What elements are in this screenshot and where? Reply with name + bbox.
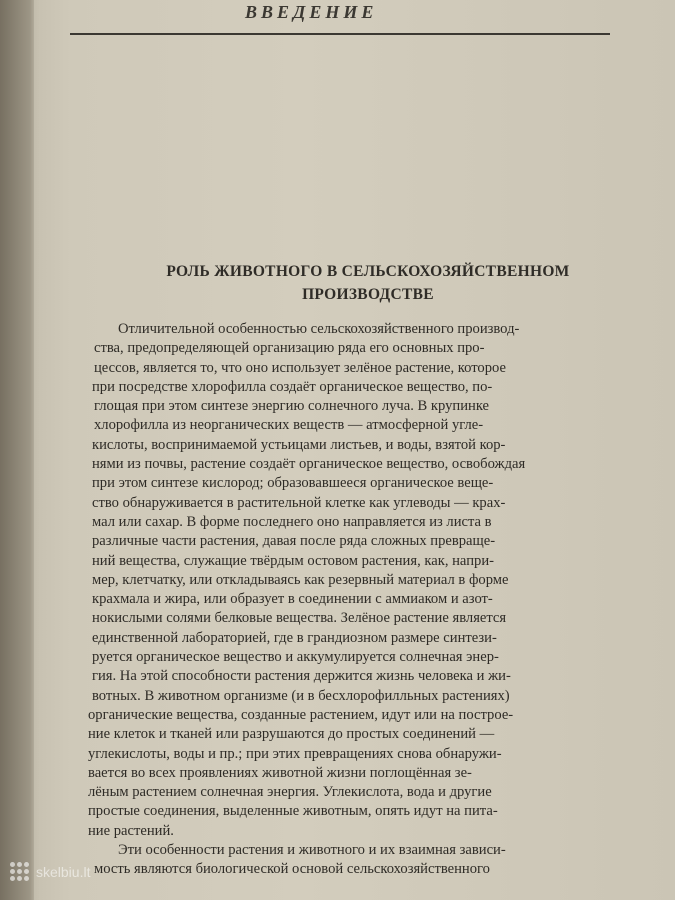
watermark-logo-icon xyxy=(10,862,30,882)
text-line: мость являются биологической основой сельскохозяйственного xyxy=(94,861,490,878)
text-line: вается во всех проявлениях животной жизни поглощённая зе- xyxy=(88,764,472,781)
text-line: мал или сахар. В форме последнего оно направляется из листа в xyxy=(92,513,492,530)
text-line: гия. На этой способности растения держится жизнь человека и жи- xyxy=(92,668,511,685)
header-rule xyxy=(70,33,610,35)
running-header-title: ВВЕДЕНИЕ xyxy=(245,2,378,22)
text-line: цессов, является то, что оно использует зелёное растение, которое xyxy=(94,359,506,376)
book-spine xyxy=(0,0,34,900)
text-line: углекислоты, воды и пр.; при этих превращениях снова обнаружи- xyxy=(88,745,502,762)
text-line: Отличительной особенностью сельскохозяйственного производ- xyxy=(118,321,520,337)
section-title xyxy=(118,260,618,306)
text-line: лёным растением солнечная энергия. Углекислота, вода и другие xyxy=(88,784,492,801)
text-line: органические вещества, созданные растением, идут или на построе- xyxy=(88,706,514,723)
body-text xyxy=(88,320,668,880)
text-line: при этом синтезе кислород; образовавшееся органическое веще- xyxy=(92,475,494,492)
text-line: ние растений. xyxy=(88,822,174,839)
text-line: нями из почвы, растение создаёт органическое вещество, освобождая xyxy=(92,456,526,473)
text-line: ние клеток и тканей или разрушаются до простых соединений — xyxy=(88,726,495,743)
text-line: различные части растения, давая после ряда сложных превраще- xyxy=(92,533,496,550)
section-title-line-1: РОЛЬ ЖИВОТНОГО В СЕЛЬСКОХОЗЯЙСТВЕННОМ xyxy=(166,263,570,280)
text-line: мер, клетчатку, или откладываясь как резервный материал в форме xyxy=(92,571,509,588)
text-line: вотных. В животном организме (и в бесхлорофилльных растениях) xyxy=(92,687,510,704)
text-line: руется органическое вещество и аккумулируется солнечная энер- xyxy=(92,649,499,666)
text-line: ства, предопределяющей организацию ряда его основных про- xyxy=(94,340,485,357)
text-line: единственной лабораторией, где в грандиозном размере синтези- xyxy=(92,629,497,646)
text-line: хлорофилла из неорганических веществ — атмосферной угле- xyxy=(94,417,484,434)
text-line: нокислыми солями белковые вещества. Зелёное растение является xyxy=(92,610,507,627)
text-line: ство обнаруживается в растительной клетке как углеводы — крах- xyxy=(92,494,506,511)
text-line: кислоты, воспринимаемой устьицами листьев, и воды, взятой кор- xyxy=(92,436,506,453)
text-line: Эти особенности растения и животного и их взаимная зависи- xyxy=(118,842,506,859)
watermark-text: skelbiu.lt xyxy=(36,864,91,880)
section-title-line-2: ПРОИЗВОДСТВЕ xyxy=(302,286,434,303)
text-line: при посредстве хлорофилла создаёт органическое вещество, по- xyxy=(92,378,493,395)
watermark xyxy=(10,858,160,886)
text-line: простые соединения, выделенные животным, опять идут на пита- xyxy=(88,803,498,820)
text-line: ний вещества, служащие твёрдым остовом растения, как, напри- xyxy=(92,552,494,569)
running-header xyxy=(70,0,610,34)
text-line: крахмала и жира, или образует в соединении с аммиаком и азот- xyxy=(92,591,493,608)
text-line: глощая при этом синтезе энергию солнечного луча. В крупинке xyxy=(94,398,490,415)
